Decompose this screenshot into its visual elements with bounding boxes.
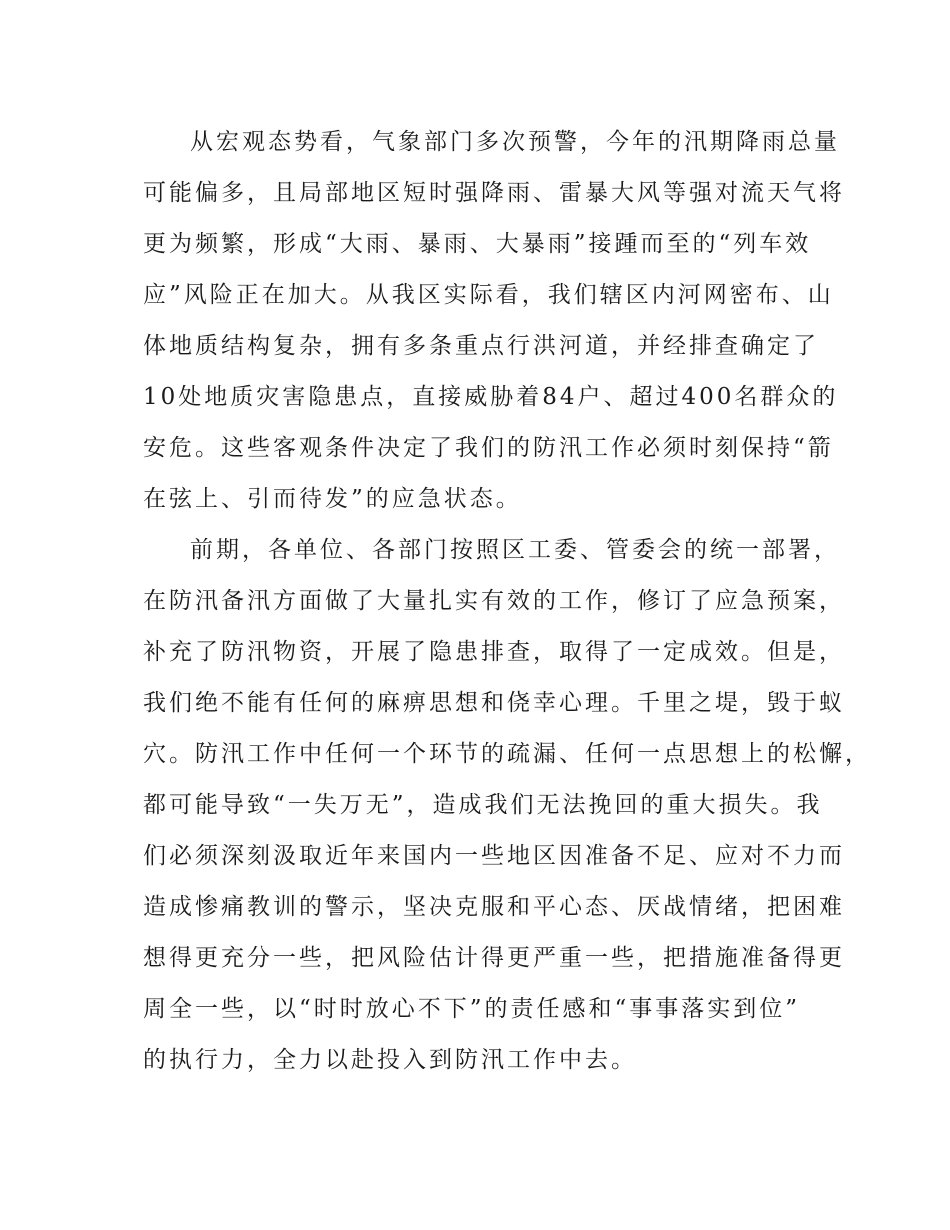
paragraph-1-line-1: 从宏观态势看，气象部门多次预警，今年的汛期降雨总量	[190, 129, 840, 155]
paragraph-1-line-3: 更为频繁，形成“大雨、暴雨、大暴雨”接踵而至的“列车效	[143, 231, 812, 257]
paragraph-2-line-6: 都可能导致“一失万无”，造成我们无法挽回的重大损失。我	[143, 792, 823, 818]
paragraph-1-line-8: 在弦上、引而待发”的应急状态。	[143, 486, 522, 512]
paragraph-2-line-8: 造成惨痛教训的警示，坚决克服和平心态、厌战情绪，把困难	[143, 894, 845, 920]
paragraph-2-line-4: 我们绝不能有任何的麻痹思想和侥幸心理。千里之堤，毁于蚁	[143, 690, 845, 716]
paragraph-2-line-1: 前期，各单位、各部门按照区工委、管委会的统一部署，	[190, 537, 840, 563]
paragraph-2-line-3: 补充了防汛物资，开展了隐患排查，取得了一定成效。但是，	[143, 639, 845, 665]
paragraph-2-line-2: 在防汛备汛方面做了大量扎实有效的工作，修订了应急预案，	[143, 588, 845, 614]
paragraph-2-line-9: 想得更充分一些，把风险估计得更严重一些，把措施准备得更	[143, 945, 845, 971]
paragraph-1-line-2: 可能偏多，且局部地区短时强降雨、雷暴大风等强对流天气将	[143, 180, 845, 206]
paragraph-2-line-7: 们必须深刻汲取近年来国内一些地区因准备不足、应对不力而	[143, 843, 845, 869]
paragraph-1-line-7: 安危。这些客观条件决定了我们的防汛工作必须时刻保持“箭	[143, 435, 834, 461]
paragraph-1-line-4: 应”风险正在加大。从我区实际看，我们辖区内河网密布、山	[143, 282, 834, 308]
paragraph-1-line-5: 体地质结构复杂，拥有多条重点行洪河道，并经排查确定了	[143, 333, 819, 359]
paragraph-2-line-5: 穴。防汛工作中任何一个环节的疏漏、任何一点思想上的松懈，	[143, 741, 871, 767]
paragraph-2-line-11: 的执行力，全力以赴投入到防汛工作中去。	[143, 1047, 637, 1073]
paragraph-1-line-6: 10处地质灾害隐患点，直接威胁着84户、超过400名群众的	[143, 384, 839, 410]
paragraph-2-line-10: 周全一些，以“时时放心不下”的责任感和“事事落实到位”	[143, 996, 801, 1022]
